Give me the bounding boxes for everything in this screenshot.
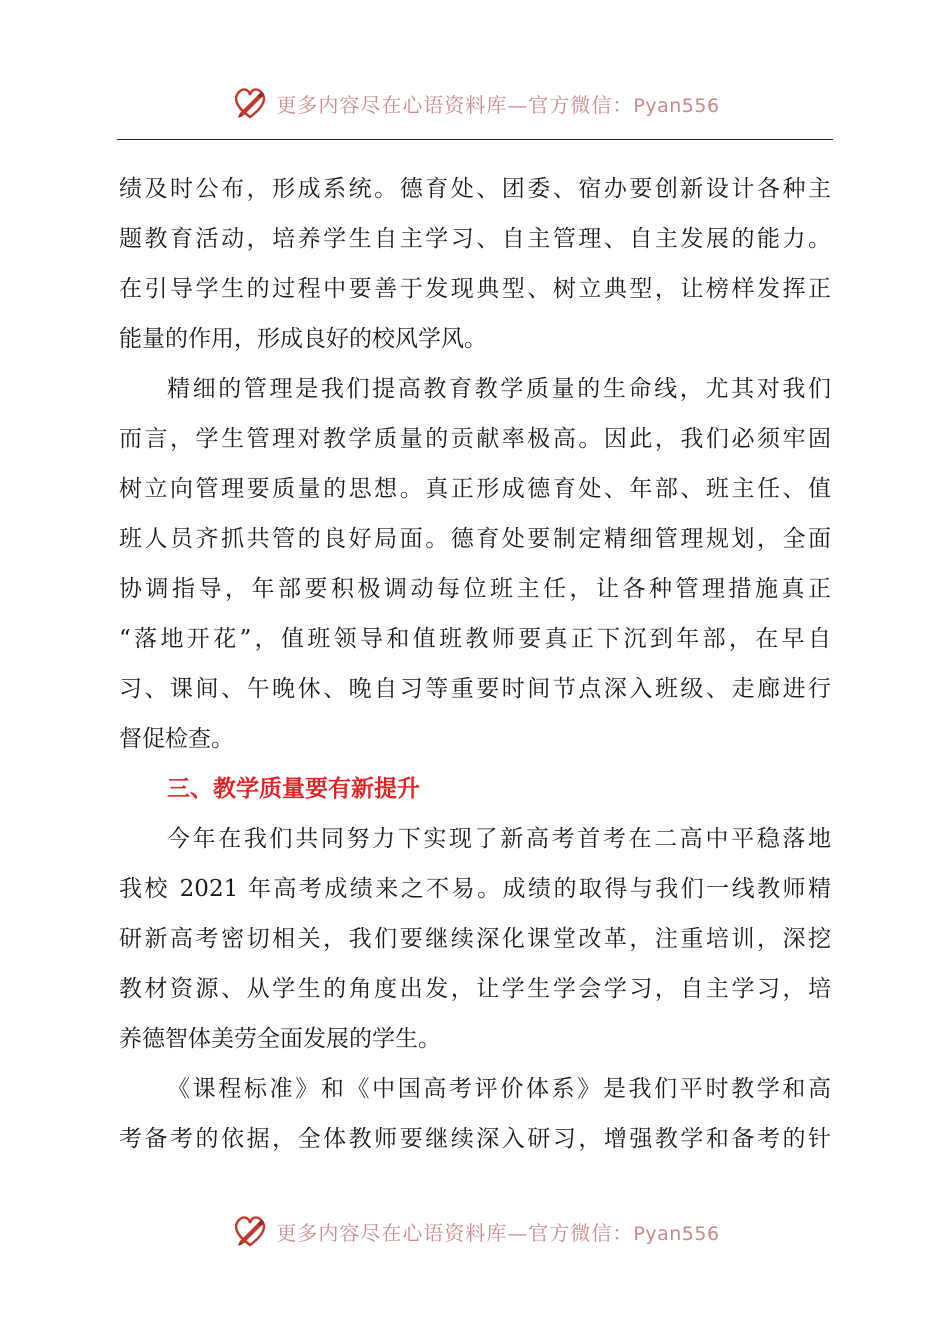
body-line: 班人员齐抓共管的良好局面。德育处要制定精细管理规划，全面 (119, 526, 831, 552)
body-line: 而言，学生管理对教学质量的贡献率极高。因此，我们必须牢固 (119, 426, 831, 452)
page-header (0, 78, 950, 128)
page-footer (0, 1206, 950, 1256)
body-line: 教材资源、从学生的角度出发，让学生学会学习，自主学习，培 (119, 976, 831, 1002)
footer-watermark-text (276, 1217, 719, 1246)
header-watermark-prefix: 更多内容尽在心语资料库—官方微信： (276, 92, 634, 117)
body-line: 我校 2021 年高考成绩来之不易。成绩的取得与我们一线教师精 (119, 876, 831, 902)
body-line: 养德智体美劳全面发展的学生。 (119, 1026, 441, 1052)
footer-watermark-prefix: 更多内容尽在心语资料库—官方微信： (276, 1220, 634, 1245)
paragraph-start-line: 《课程标准》和《中国高考评价体系》是我们平时教学和高 (167, 1076, 831, 1102)
paragraph-start-line: 精细的管理是我们提高教育教学质量的生命线，尤其对我们 (167, 376, 831, 402)
pen-heart-logo-icon (230, 1211, 270, 1251)
body-line: 研新高考密切相关，我们要继续深化课堂改革，注重培训，深挖 (119, 926, 831, 952)
body-line: 绩及时公布，形成系统。德育处、团委、宿办要创新设计各种主 (119, 176, 831, 202)
footer-watermark-wechat-id: Pyan556 (633, 1222, 720, 1245)
header-divider (117, 139, 833, 140)
body-line: 督促检查。 (119, 726, 234, 752)
header-watermark (230, 83, 719, 123)
body-line: “落地开花”，值班领导和值班教师要真正下沉到年部，在早自 (119, 626, 831, 652)
header-watermark-text (276, 89, 719, 118)
body-line: 树立向管理要质量的思想。真正形成德育处、年部、班主任、值 (119, 476, 831, 502)
body-line: 能量的作用，形成良好的校风学风。 (119, 326, 487, 352)
header-watermark-wechat-id: Pyan556 (633, 94, 720, 117)
body-line: 在引导学生的过程中要善于发现典型、树立典型，让榜样发挥正 (119, 276, 831, 302)
section-heading: 三、教学质量要有新提升 (167, 776, 420, 802)
body-line: 习、课间、午晚休、晚自习等重要时间节点深入班级、走廊进行 (119, 676, 831, 702)
pen-heart-logo-icon (230, 83, 270, 123)
body-line: 题教育活动，培养学生自主学习、自主管理、自主发展的能力。 (119, 226, 831, 252)
body-line: 协调指导，年部要积极调动每位班主任，让各种管理措施真正 (119, 576, 831, 602)
document-body (119, 164, 831, 1164)
footer-watermark (230, 1211, 719, 1251)
body-line: 考备考的依据，全体教师要继续深入研习，增强教学和备考的针 (119, 1126, 831, 1152)
paragraph-start-line: 今年在我们共同努力下实现了新高考首考在二高中平稳落地 (167, 826, 831, 852)
